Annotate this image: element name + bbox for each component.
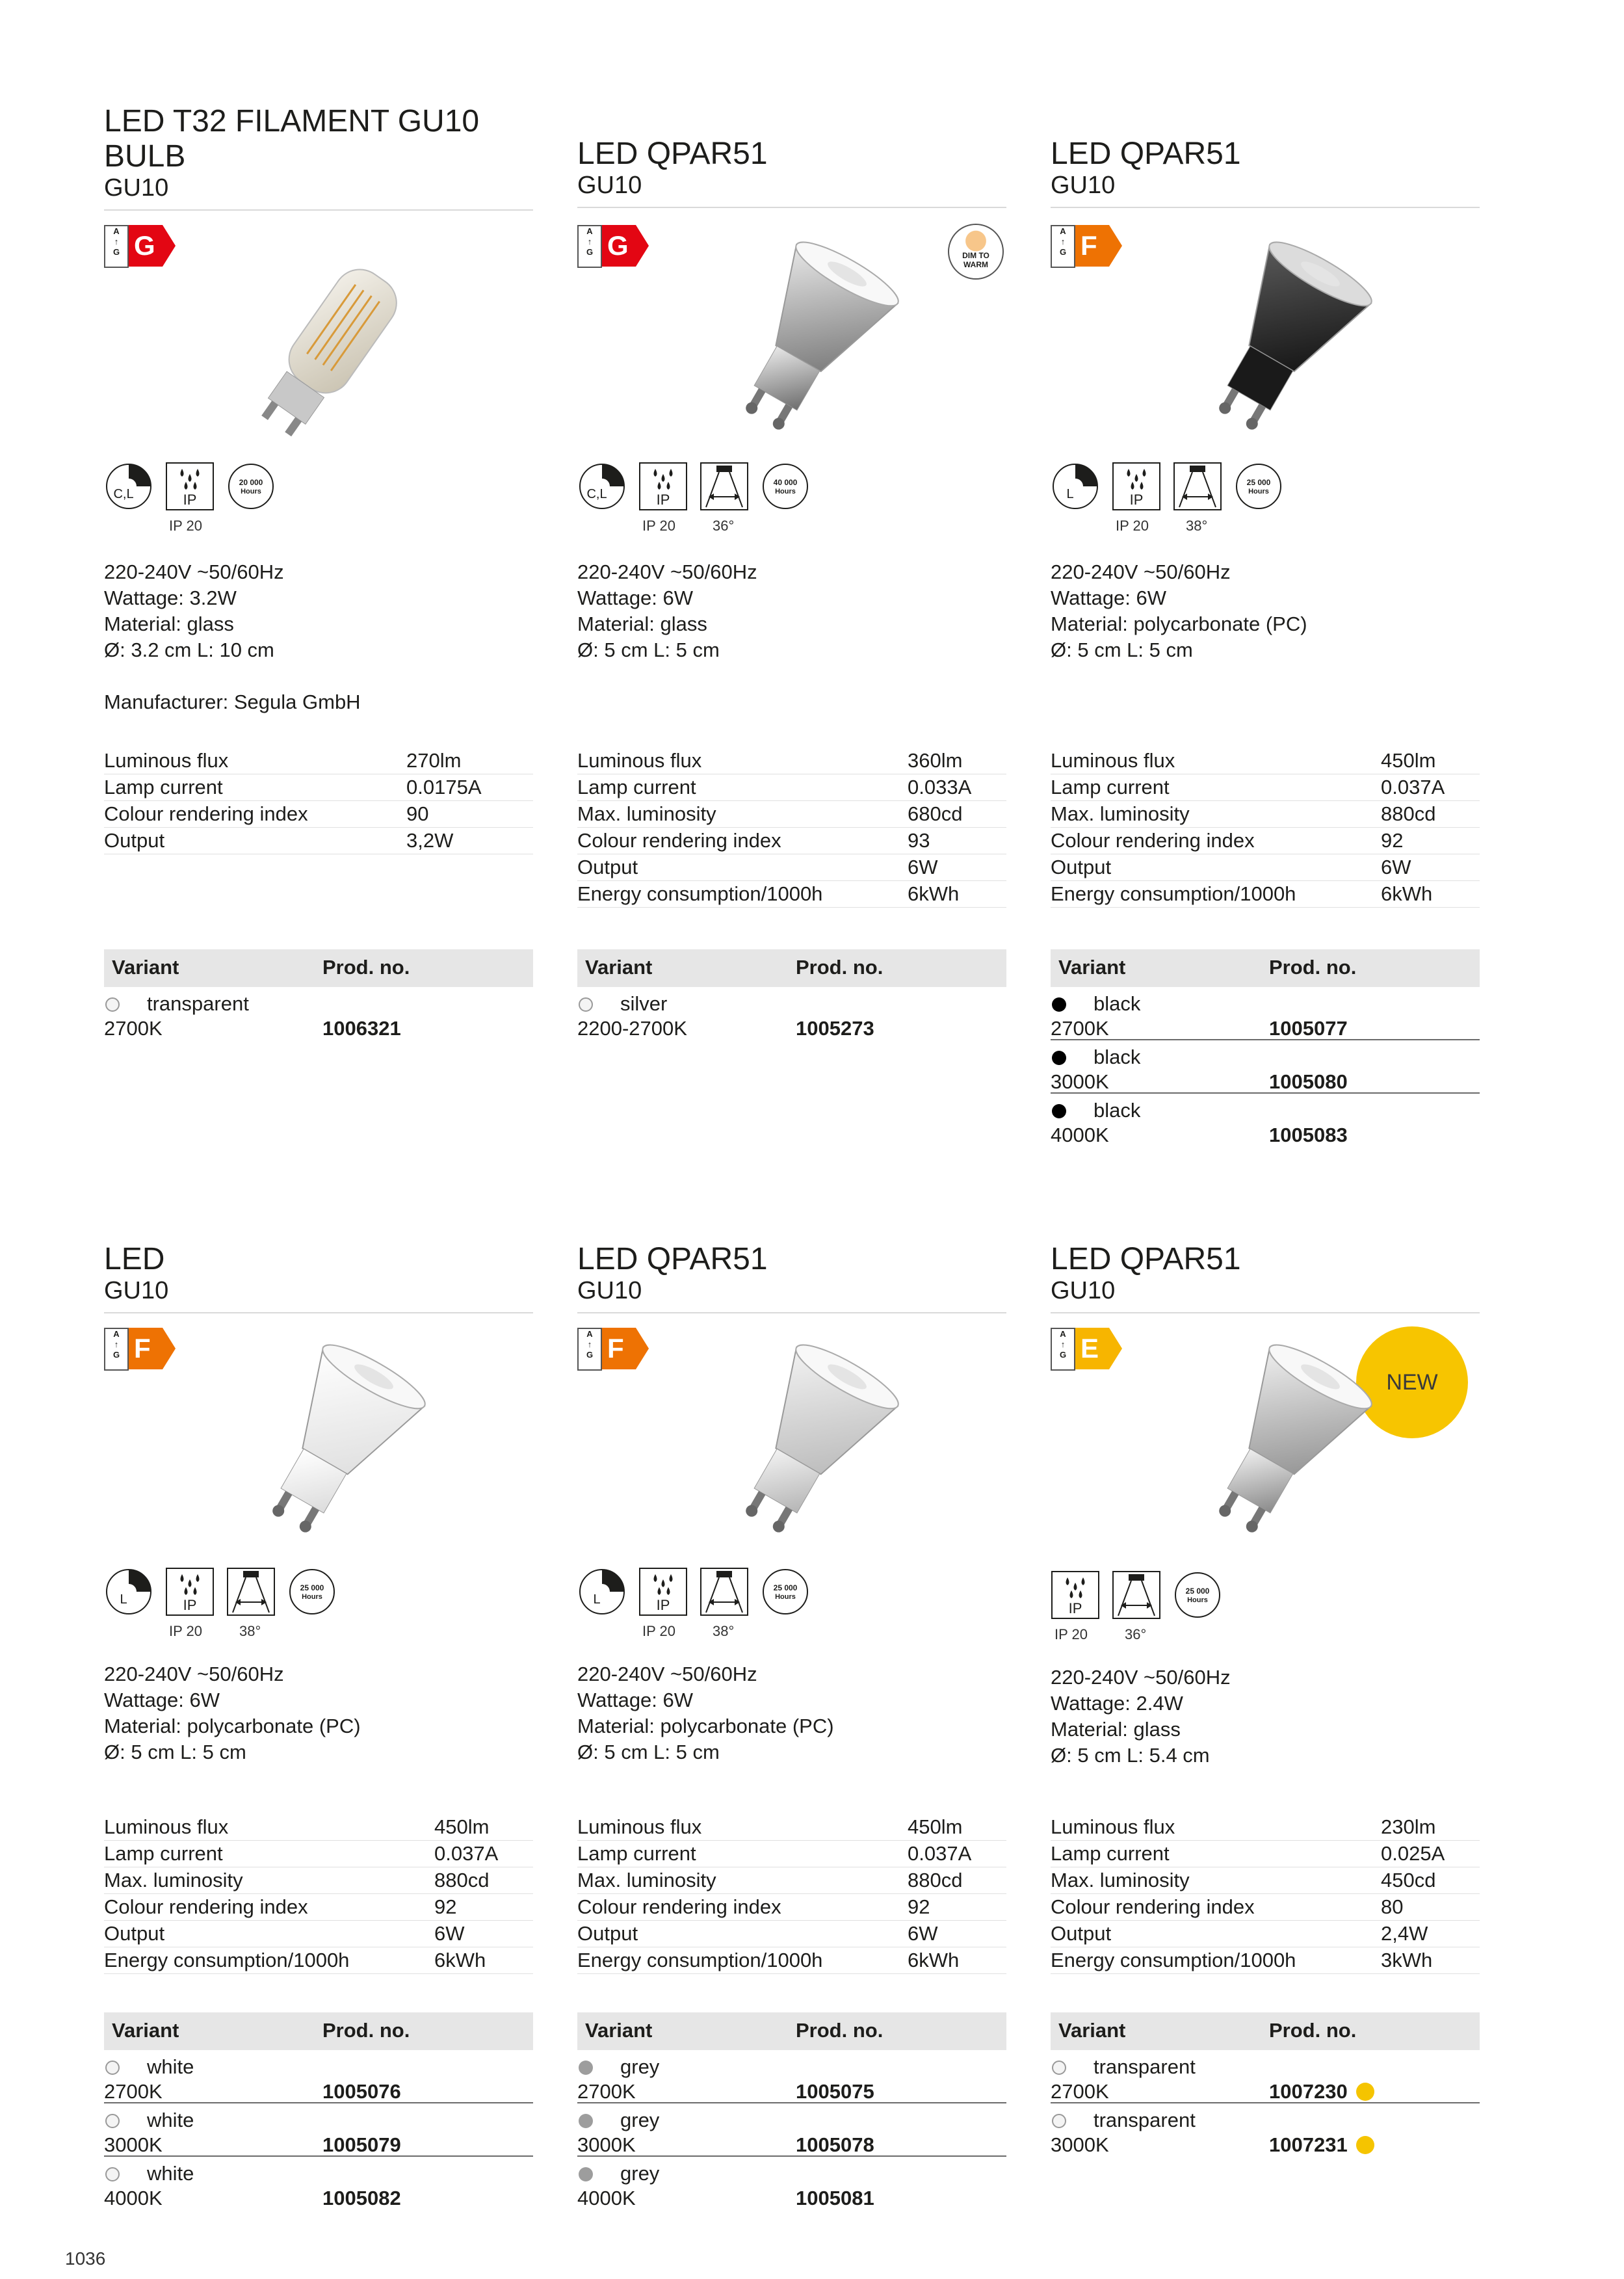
performance-value: 880cd [1381,802,1436,825]
variant-temperature: 4000K [577,2187,636,2209]
product-number: 1005079 [322,2133,401,2156]
beam-angle-caption: 38° [1186,518,1208,534]
performance-table [1051,1814,1480,1974]
variant-color: transparent [147,992,249,1015]
performance-label: Colour rendering index [1051,1895,1255,1918]
performance-table [104,1814,533,1974]
lifetime-icon [761,1567,810,1620]
energy-label [1051,1328,1122,1369]
product-card [1051,0,1480,2279]
product-image [668,1339,941,1561]
variant-row[interactable] [577,2157,1006,2209]
variant-table [104,2012,533,2209]
product-number: 1007230 [1269,2080,1348,2103]
performance-value: 230lm [1381,1815,1436,1838]
spec-line: 220-240V ~50/60Hz [1051,560,1231,583]
performance-row [577,1894,1006,1921]
performance-label: Output [104,829,165,852]
spec-line: Wattage: 3.2W [104,586,237,609]
performance-label: Max. luminosity [577,1869,716,1891]
spec-line: Manufacturer: Segula GmbH [104,691,361,713]
svg-text:C,L: C,L [586,487,607,501]
spec-line: Ø: 5 cm L: 5 cm [577,639,720,661]
spec-line: Material: glass [1051,1718,1181,1741]
svg-text:25 000: 25 000 [1185,1587,1210,1596]
variant-row[interactable] [104,2050,533,2103]
spec-line: Material: polycarbonate (PC) [577,1715,834,1737]
product-socket: GU10 [104,174,169,202]
performance-label: Colour rendering index [1051,829,1255,852]
spec-line: Material: glass [104,613,234,635]
performance-value: 92 [908,1895,930,1918]
variant-color: silver [620,992,668,1015]
variant-column-header: Variant [585,956,653,979]
performance-value: 92 [1381,829,1404,852]
feature-icons [104,1567,533,1645]
product-number: 1005082 [322,2187,401,2209]
energy-class: F [607,1333,624,1363]
svg-text:Hours: Hours [775,488,796,495]
performance-label: Colour rendering index [104,1895,308,1918]
performance-row [104,1894,533,1921]
variant-temperature: 2700K [577,2080,636,2103]
variant-row[interactable] [1051,2103,1480,2155]
ip-caption: IP 20 [642,1623,675,1639]
variant-color: grey [620,2109,660,2131]
spec-line: 220-240V ~50/60Hz [104,1663,284,1685]
spec-line: Wattage: 6W [577,586,694,609]
svg-text:Hours: Hours [302,1593,322,1601]
variant-color: transparent [1094,2109,1196,2131]
svg-text:IP: IP [183,1597,197,1613]
svg-text:Hours: Hours [1248,488,1269,495]
performance-value: 450lm [434,1815,490,1838]
svg-text:IP: IP [656,492,670,508]
spec-list [104,1661,533,1765]
variant-column-header: Variant [112,2019,179,2042]
ip-caption: IP 20 [169,518,202,534]
performance-value: 450lm [1381,749,1436,772]
product-name: LED [104,1242,165,1276]
product-name: LED QPAR51 [577,137,768,171]
new-indicator-icon [1356,2136,1374,2154]
product-number: 1006321 [322,1017,401,1040]
variant-temperature: 2200-2700K [577,1017,687,1040]
ip-caption: IP 20 [1116,518,1149,534]
spec-line: Wattage: 2.4W [1051,1692,1183,1715]
performance-value: 6W [434,1922,465,1945]
prod-no-column-header: Prod. no. [1269,956,1357,979]
performance-label: Luminous flux [1051,1815,1175,1838]
variant-color: grey [620,2162,660,2185]
product-card [104,0,533,2279]
performance-row [1051,1947,1480,1974]
performance-value: 0.037A [434,1842,499,1865]
color-swatch-icon [105,2114,120,2128]
spec-line: 220-240V ~50/60Hz [577,1663,757,1685]
product-title-block [1051,1242,1480,1313]
spec-line: Ø: 5 cm L: 5 cm [104,1741,246,1763]
svg-text:L: L [1066,487,1074,501]
color-swatch-icon [105,2061,120,2075]
performance-label: Lamp current [104,1842,223,1865]
performance-value: 6W [908,856,938,878]
variant-temperature: 3000K [1051,2133,1109,2156]
performance-label: Max. luminosity [104,1869,243,1891]
performance-row [1051,1841,1480,1867]
variant-column-header: Variant [112,956,179,979]
performance-row [577,1814,1006,1841]
ip-caption: IP 20 [642,518,675,534]
performance-label: Energy consumption/1000h [1051,1949,1296,1971]
ip-caption: IP 20 [169,1623,202,1639]
new-indicator-icon [1356,2083,1374,2101]
variant-row[interactable] [577,2050,1006,2103]
energy-scale-icon: A ↑ G [1051,225,1075,268]
energy-label [104,1328,176,1369]
dim-to-warm-badge: DIM TO WARM [948,224,1004,280]
prod-no-column-header: Prod. no. [322,2019,410,2042]
performance-row [577,1867,1006,1894]
performance-label: Lamp current [577,1842,696,1865]
product-socket: GU10 [1051,1277,1116,1304]
product-image [1142,1339,1415,1561]
dimmable-icon [577,1567,627,1620]
color-swatch-icon [579,2061,593,2075]
beam-angle-caption: 38° [713,1623,735,1639]
spec-line: Wattage: 6W [104,1689,220,1711]
product-socket: GU10 [1051,172,1116,199]
svg-text:L: L [593,1592,601,1607]
variant-temperature: 3000K [577,2133,636,2156]
ip-rating-icon [638,1567,688,1620]
ip-rating-icon [1051,1570,1100,1623]
performance-label: Energy consumption/1000h [577,882,823,905]
variant-table [1051,2012,1480,2155]
beam-angle-icon [700,1567,749,1620]
variant-temperature: 2700K [104,1017,163,1040]
energy-scale-icon: A ↑ G [1051,1328,1075,1371]
prod-no-column-header: Prod. no. [796,956,884,979]
spec-line: Material: polycarbonate (PC) [1051,613,1307,635]
performance-label: Colour rendering index [104,802,308,825]
product-number: 1005083 [1269,1124,1348,1146]
performance-row [104,1947,533,1974]
performance-value: 2,4W [1381,1922,1428,1945]
spec-line: Ø: 5 cm L: 5 cm [577,1741,720,1763]
performance-label: Output [104,1922,165,1945]
svg-text:L: L [120,1592,127,1607]
energy-class: F [1080,230,1097,261]
product-title-block [577,1242,1006,1313]
beam-angle-icon [226,1567,276,1620]
performance-value: 880cd [434,1869,490,1891]
performance-label: Output [577,856,638,878]
svg-text:Hours: Hours [775,1593,796,1601]
spec-line: 220-240V ~50/60Hz [104,560,284,583]
performance-value: 0.037A [1381,776,1445,798]
performance-value: 880cd [908,1869,963,1891]
variant-temperature: 2700K [1051,1017,1109,1040]
performance-value: 6kWh [434,1949,486,1971]
variant-color: white [147,2162,194,2185]
performance-value: 3kWh [1381,1949,1433,1971]
performance-row [104,1921,533,1947]
performance-value: 0.033A [908,776,972,798]
spec-line: 220-240V ~50/60Hz [1051,1666,1231,1689]
performance-value: 90 [406,802,429,825]
spec-line: Material: glass [577,613,707,635]
dimmable-icon [104,1567,153,1620]
variant-header [1051,2012,1480,2050]
performance-value: 450lm [908,1815,963,1838]
product-image [195,1339,468,1561]
energy-scale-icon: A ↑ G [577,1328,602,1371]
spec-list [577,1661,1006,1765]
variant-column-header: Variant [585,2019,653,2042]
svg-text:IP: IP [1068,1600,1082,1616]
product-name: LED T32 FILAMENT GU10 BULB [104,104,480,174]
product-number: 1005077 [1269,1017,1348,1040]
performance-row [104,1841,533,1867]
performance-label: Lamp current [104,776,223,798]
color-swatch-icon [105,2167,120,2181]
energy-label [577,1328,649,1369]
ip-rating-icon [165,1567,215,1620]
performance-value: 270lm [406,749,462,772]
lifetime-icon [1173,1570,1222,1623]
beam-angle-icon [1112,1570,1161,1623]
performance-value: 450cd [1381,1869,1436,1891]
spec-line: Wattage: 6W [577,1689,694,1711]
spec-line: Wattage: 6W [1051,586,1167,609]
performance-value: 6W [1381,856,1411,878]
beam-angle-caption: 36° [1125,1626,1147,1642]
svg-text:IP: IP [1129,492,1144,508]
variant-row[interactable] [577,2103,1006,2157]
product-number: 1007231 [1269,2133,1348,2156]
performance-label: Output [1051,856,1112,878]
variant-temperature: 2700K [104,2080,163,2103]
performance-label: Energy consumption/1000h [104,1949,350,1971]
energy-scale-icon: A ↑ G [104,225,129,268]
product-number: 1005273 [796,1017,874,1040]
performance-value: 92 [434,1895,457,1918]
product-socket: GU10 [577,172,642,199]
variant-color: grey [620,2055,660,2078]
performance-label: Luminous flux [577,749,702,772]
performance-value: 6kWh [1381,882,1433,905]
performance-value: 360lm [908,749,963,772]
product-number: 1005078 [796,2133,874,2156]
energy-scale-icon: A ↑ G [577,225,602,268]
performance-value: 3,2W [406,829,454,852]
performance-label: Luminous flux [104,749,229,772]
spec-line: Ø: 5 cm L: 5 cm [1051,639,1193,661]
variant-color: white [147,2109,194,2131]
variant-temperature: 4000K [1051,1124,1109,1146]
variant-temperature: 2700K [1051,2080,1109,2103]
variant-temperature: 3000K [104,2133,163,2156]
performance-label: Output [1051,1922,1112,1945]
svg-text:IP: IP [183,492,197,508]
performance-label: Max. luminosity [1051,802,1190,825]
performance-label: Luminous flux [577,1815,702,1838]
performance-value: 6W [908,1922,938,1945]
variant-header [577,2012,1006,2050]
product-number: 1005075 [796,2080,874,2103]
energy-class: G [607,230,629,261]
spec-line: Ø: 5 cm L: 5.4 cm [1051,1744,1210,1767]
variant-color: black [1094,1046,1141,1068]
spec-line: Material: polycarbonate (PC) [104,1715,361,1737]
performance-label: Colour rendering index [577,1895,781,1918]
variant-column-header: Variant [1058,2019,1126,2042]
new-badge: NEW [1356,1326,1468,1438]
color-swatch-icon [1052,2114,1066,2128]
variant-column-header: Variant [1058,956,1126,979]
svg-text:25 000: 25 000 [300,1583,324,1592]
performance-label: Energy consumption/1000h [577,1949,823,1971]
prod-no-column-header: Prod. no. [1269,2019,1357,2042]
product-number: 1005076 [322,2080,401,2103]
variant-table [577,2012,1006,2209]
svg-text:20 000: 20 000 [239,478,263,487]
variant-color: transparent [1094,2055,1196,2078]
energy-class: F [134,1333,151,1363]
product-socket: GU10 [577,1277,642,1304]
performance-label: Luminous flux [1051,749,1175,772]
performance-label: Max. luminosity [577,802,716,825]
svg-text:IP: IP [656,1597,670,1613]
product-name: LED QPAR51 [577,1242,768,1276]
product-socket: GU10 [104,1277,169,1304]
performance-label: Lamp current [577,776,696,798]
variant-color: white [147,2055,194,2078]
energy-class: G [134,230,155,261]
product-number: 1005081 [796,2187,874,2209]
feature-icons [577,1567,1006,1645]
color-swatch-icon [579,2167,593,2181]
svg-text:25 000: 25 000 [773,1583,798,1592]
svg-text:Hours: Hours [1187,1596,1208,1604]
product-card [577,0,1006,2279]
prod-no-column-header: Prod. no. [322,956,410,979]
performance-value: 6kWh [908,882,960,905]
svg-text:C,L: C,L [113,487,134,501]
energy-scale-icon: A ↑ G [104,1328,129,1371]
performance-value: 0.0175A [406,776,482,798]
performance-row [104,1867,533,1894]
performance-label: Lamp current [1051,1842,1170,1865]
performance-label: Lamp current [1051,776,1170,798]
beam-angle-caption: 38° [239,1623,261,1639]
product-name: LED QPAR51 [1051,1242,1241,1276]
svg-text:40 000: 40 000 [773,478,798,487]
performance-row [1051,1921,1480,1947]
performance-row [1051,1894,1480,1921]
performance-label: Colour rendering index [577,829,781,852]
performance-label: Max. luminosity [1051,1869,1190,1891]
performance-row [1051,1867,1480,1894]
spec-line: Ø: 3.2 cm L: 10 cm [104,639,274,661]
variant-color: black [1094,1099,1141,1122]
color-swatch-icon [1052,2061,1066,2075]
performance-table [577,1814,1006,1974]
performance-value: 0.025A [1381,1842,1445,1865]
svg-text:25 000: 25 000 [1246,478,1271,487]
variant-temperature: 3000K [1051,1070,1109,1093]
spec-list [1051,1665,1480,1769]
prod-no-column-header: Prod. no. [796,2019,884,2042]
performance-value: 6kWh [908,1949,960,1971]
variant-row[interactable] [1051,2050,1480,2103]
performance-row [577,1947,1006,1974]
variant-header [104,2012,533,2050]
lifetime-icon [287,1567,337,1620]
performance-row [1051,1814,1480,1841]
beam-angle-caption: 36° [713,518,735,534]
variant-row[interactable] [104,2103,533,2157]
ip-caption: IP 20 [1054,1626,1088,1642]
performance-row [104,1814,533,1841]
product-number: 1005080 [1269,1070,1348,1093]
page-number: 1036 [65,2248,106,2269]
product-name: LED QPAR51 [1051,137,1241,171]
performance-row [577,1921,1006,1947]
performance-label: Energy consumption/1000h [1051,882,1296,905]
performance-value: 80 [1381,1895,1404,1918]
spec-line: 220-240V ~50/60Hz [577,560,757,583]
performance-value: 0.037A [908,1842,972,1865]
energy-class: E [1080,1333,1099,1363]
performance-label: Output [577,1922,638,1945]
product-title-block [104,1242,533,1313]
variant-temperature: 4000K [104,2187,163,2209]
performance-value: 93 [908,829,930,852]
variant-color: black [1094,992,1141,1015]
color-swatch-icon [579,2114,593,2128]
performance-label: Luminous flux [104,1815,229,1838]
performance-value: 680cd [908,802,963,825]
variant-row[interactable] [104,2157,533,2209]
feature-icons [1051,1570,1480,1648]
svg-text:Hours: Hours [241,488,261,495]
performance-row [577,1841,1006,1867]
